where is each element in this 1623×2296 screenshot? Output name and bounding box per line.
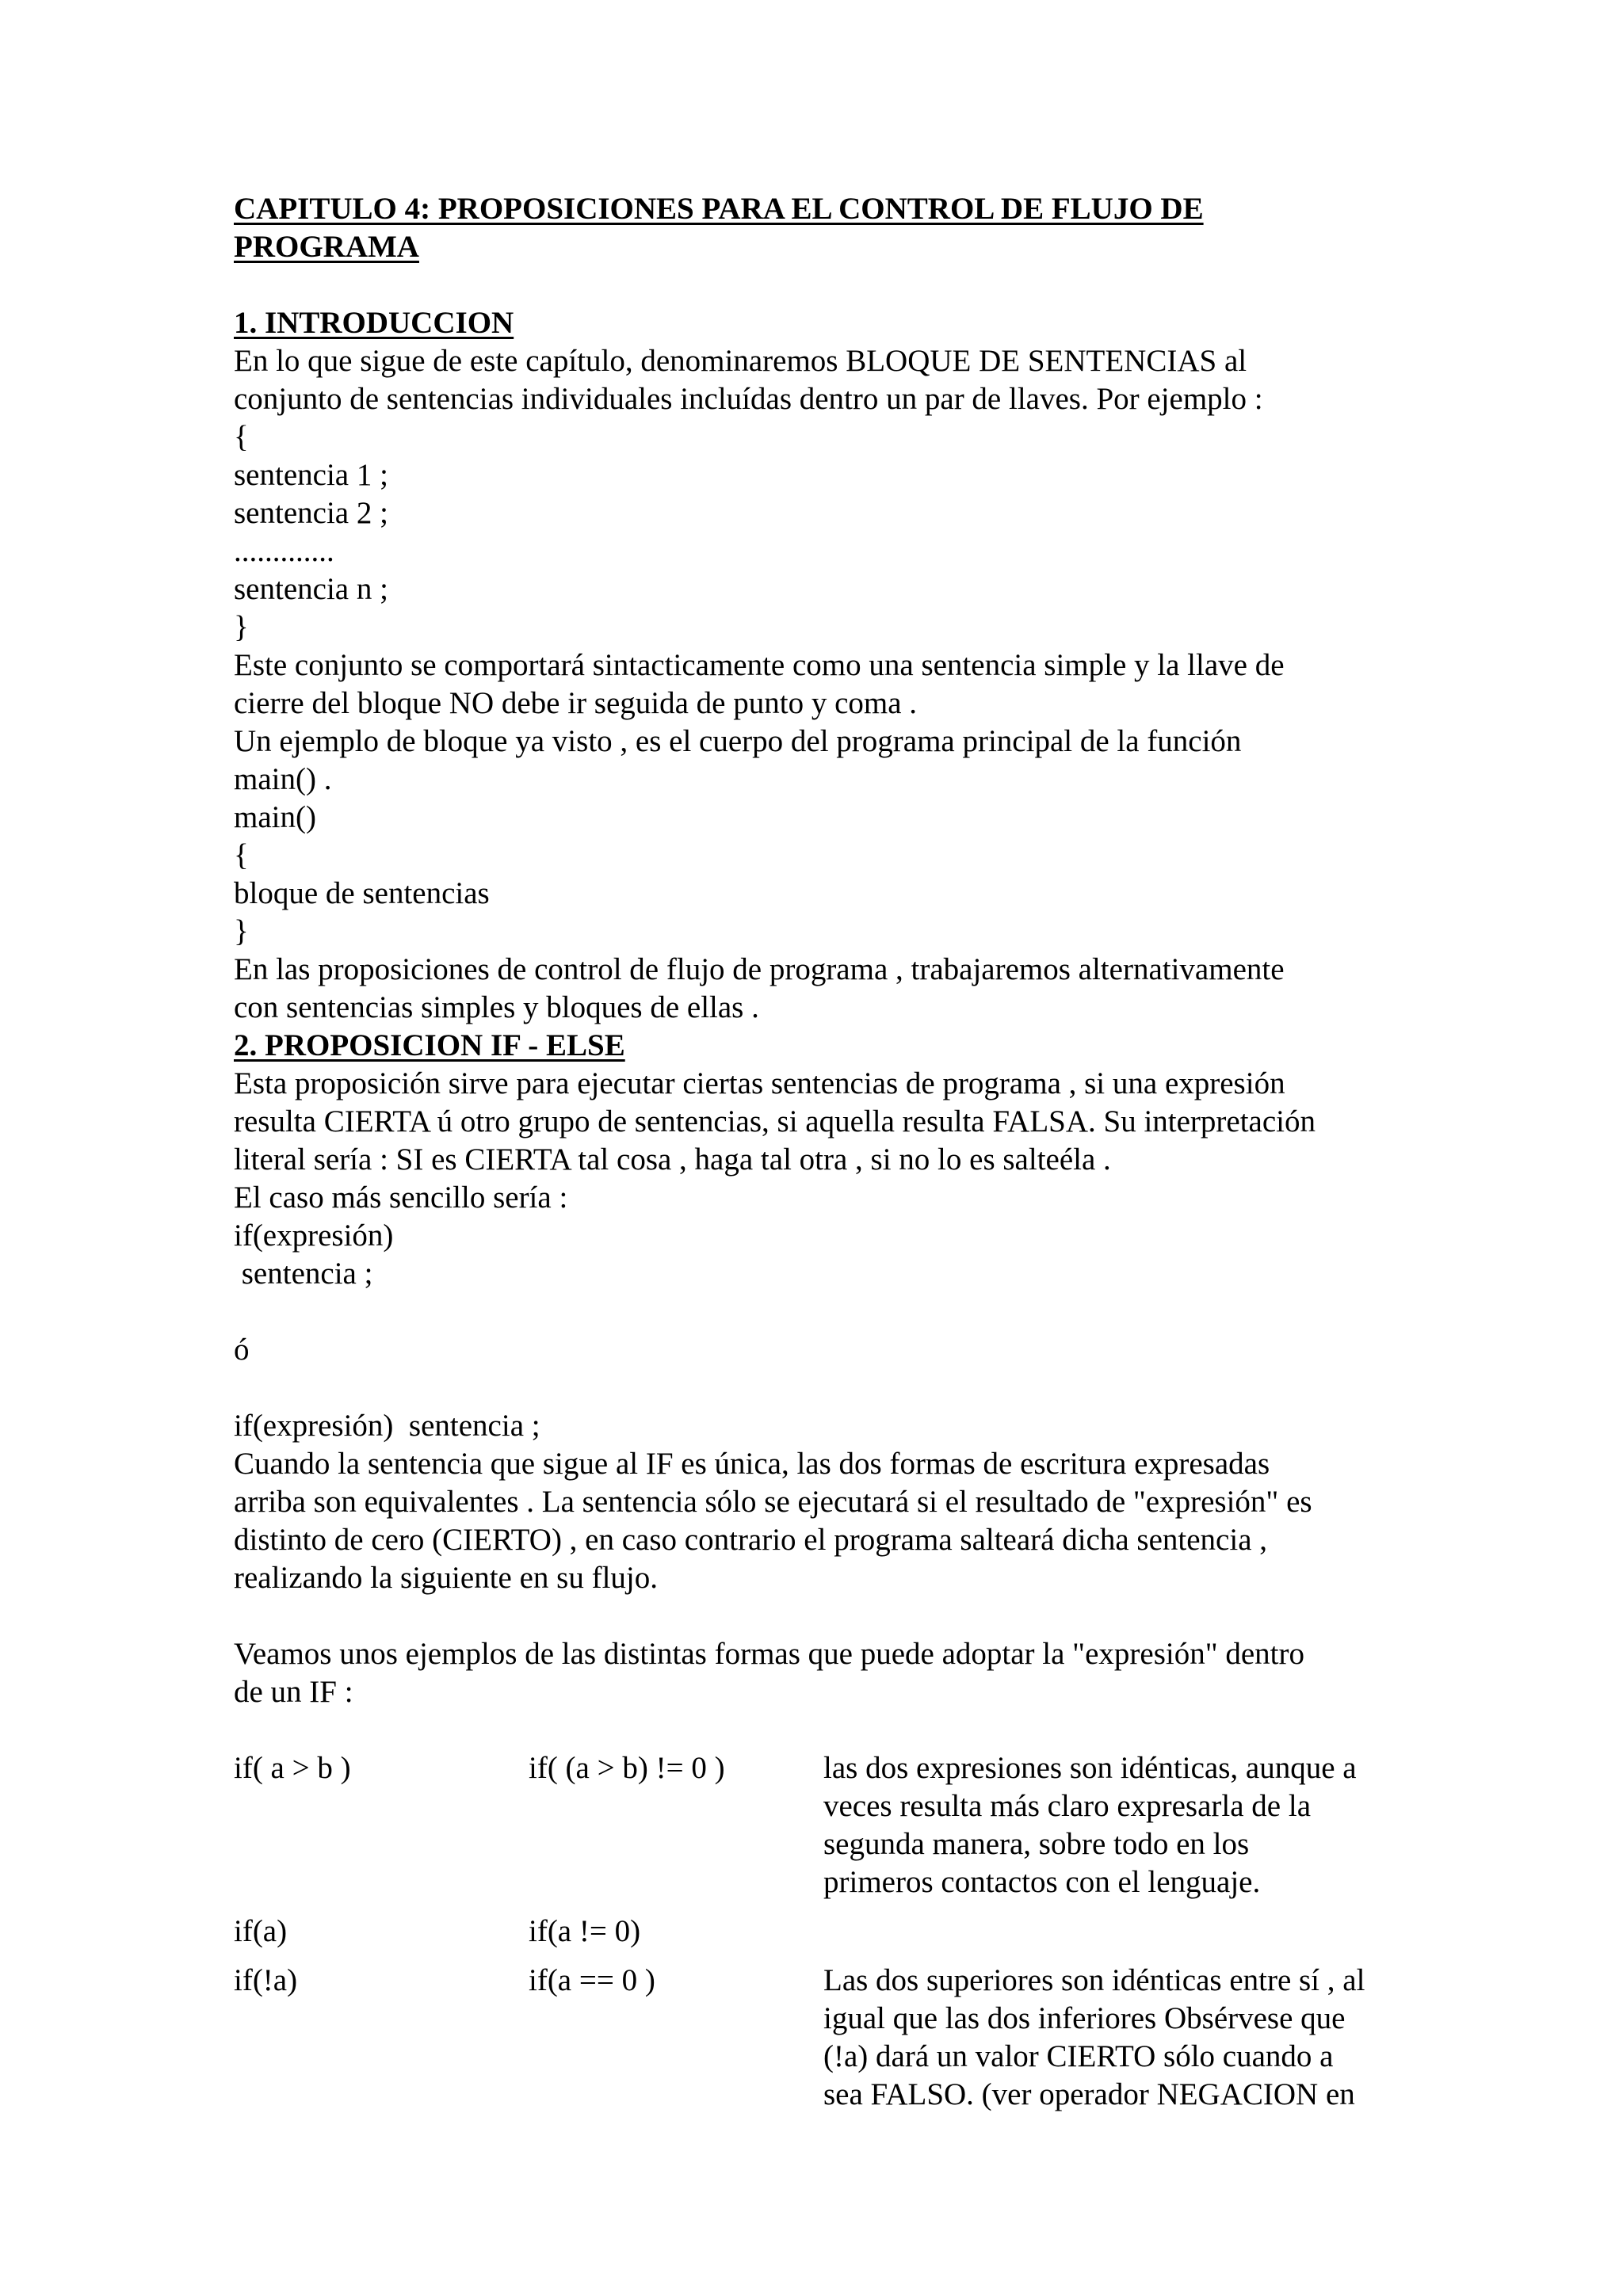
code-line: } <box>234 914 249 948</box>
code-line: if(expresión) <box>234 1219 394 1253</box>
example-note <box>823 1913 1407 1962</box>
section-2-heading: 2. PROPOSICION IF - ELSE <box>234 1028 625 1062</box>
paragraph-line: resulta CIERTA ú otro grupo de sentencias, si aquella resulta FALSA. Su interpretación <box>234 1104 1316 1138</box>
document-page <box>234 190 1407 2114</box>
spacer <box>234 1369 1407 1407</box>
or-word: ó <box>234 1333 250 1367</box>
chapter-title-line-1: CAPITULO 4: PROPOSICIONES PARA EL CONTROL DE FLUJO DE <box>234 192 1204 226</box>
table-row <box>234 1749 1407 1913</box>
code-line: sentencia 2 ; <box>234 496 388 530</box>
code-line: if(expresión) sentencia ; <box>234 1409 540 1443</box>
code-line: ............. <box>234 534 334 568</box>
example-expression: if(a) <box>234 1914 288 1948</box>
paragraph-line: Cuando la sentencia que sigue al IF es única, las dos formas de escritura expresadas <box>234 1447 1270 1481</box>
note-line: primeros contactos con el lenguaje. <box>823 1865 1261 1899</box>
code-line: { <box>234 420 249 454</box>
note-line: las dos expresiones son idénticas, aunque a <box>823 1751 1357 1785</box>
paragraph-line: El caso más sencillo sería : <box>234 1180 568 1215</box>
paragraph-line: cierre del bloque NO debe ir seguida de punto y coma . <box>234 686 918 720</box>
chapter-title-line-2: PROGRAMA <box>234 230 419 264</box>
code-line: { <box>234 838 249 872</box>
example-expression: if( a > b ) <box>234 1751 351 1785</box>
code-line: } <box>234 610 249 644</box>
spacer <box>234 266 1407 304</box>
note-line: veces resulta más claro expresarla de la <box>823 1789 1312 1823</box>
example-note <box>823 1962 1407 2114</box>
paragraph-line: literal sería : SI es CIERTA tal cosa , haga tal otra , si no lo es salteéla . <box>234 1142 1111 1177</box>
table-row <box>234 1962 1407 2114</box>
paragraph-line: Un ejemplo de bloque ya visto , es el cuerpo del programa principal de la función <box>234 724 1242 758</box>
paragraph-line: main() . <box>234 762 332 796</box>
paragraph-line: Veamos unos ejemplos de las distintas formas que puede adoptar la "expresión" dentro <box>234 1637 1305 1671</box>
section-2-body <box>234 1065 1407 2114</box>
note-line: segunda manera, sobre todo en los <box>823 1827 1250 1861</box>
table-row <box>234 1913 1407 1962</box>
paragraph-line: de un IF : <box>234 1675 353 1709</box>
paragraph-line: Este conjunto se comportará sintacticamente como una sentencia simple y la llave de <box>234 648 1285 682</box>
paragraph-line: En lo que sigue de este capítulo, denominaremos BLOQUE DE SENTENCIAS al <box>234 344 1247 378</box>
paragraph-line: distinto de cero (CIERTO) , en caso contrario el programa salteará dicha sentencia , <box>234 1523 1268 1557</box>
note-line: sea FALSO. (ver operador NEGACION en <box>823 2077 1355 2111</box>
example-equivalent: if( (a > b) != 0 ) <box>529 1751 725 1785</box>
example-equivalent: if(a != 0) <box>529 1914 641 1948</box>
code-line: bloque de sentencias <box>234 876 490 910</box>
code-line: sentencia n ; <box>234 572 388 606</box>
section-1-body <box>234 342 1407 1027</box>
example-note <box>823 1749 1407 1913</box>
spacer <box>234 1293 1407 1331</box>
example-expression: if(!a) <box>234 1963 298 1997</box>
examples-table <box>234 1749 1407 2114</box>
example-equivalent: if(a == 0 ) <box>529 1963 655 1997</box>
spacer <box>234 1597 1407 1635</box>
code-line: sentencia 1 ; <box>234 458 388 492</box>
section-1-heading: 1. INTRODUCCION <box>234 306 514 340</box>
paragraph-line: En las proposiciones de control de flujo de programa , trabajaremos alternativamente <box>234 952 1285 986</box>
note-line: igual que las dos inferiores Obsérvese que <box>823 2001 1346 2035</box>
paragraph-line: arriba son equivalentes . La sentencia sólo se ejecutará si el resultado de "expresión" es <box>234 1485 1312 1519</box>
paragraph-line: con sentencias simples y bloques de ellas . <box>234 990 759 1024</box>
code-line: sentencia ; <box>234 1257 373 1291</box>
paragraph-line: Esta proposición sirve para ejecutar ciertas sentencias de programa , si una expresión <box>234 1066 1285 1100</box>
note-line: (!a) dará un valor CIERTO sólo cuando a <box>823 2039 1334 2073</box>
note-line: Las dos superiores son idénticas entre sí , al <box>823 1963 1365 1997</box>
paragraph-line: conjunto de sentencias individuales incluídas dentro un par de llaves. Por ejemplo : <box>234 382 1263 416</box>
paragraph-line: realizando la siguiente en su flujo. <box>234 1561 658 1595</box>
code-line: main() <box>234 800 316 834</box>
spacer <box>234 1711 1407 1749</box>
